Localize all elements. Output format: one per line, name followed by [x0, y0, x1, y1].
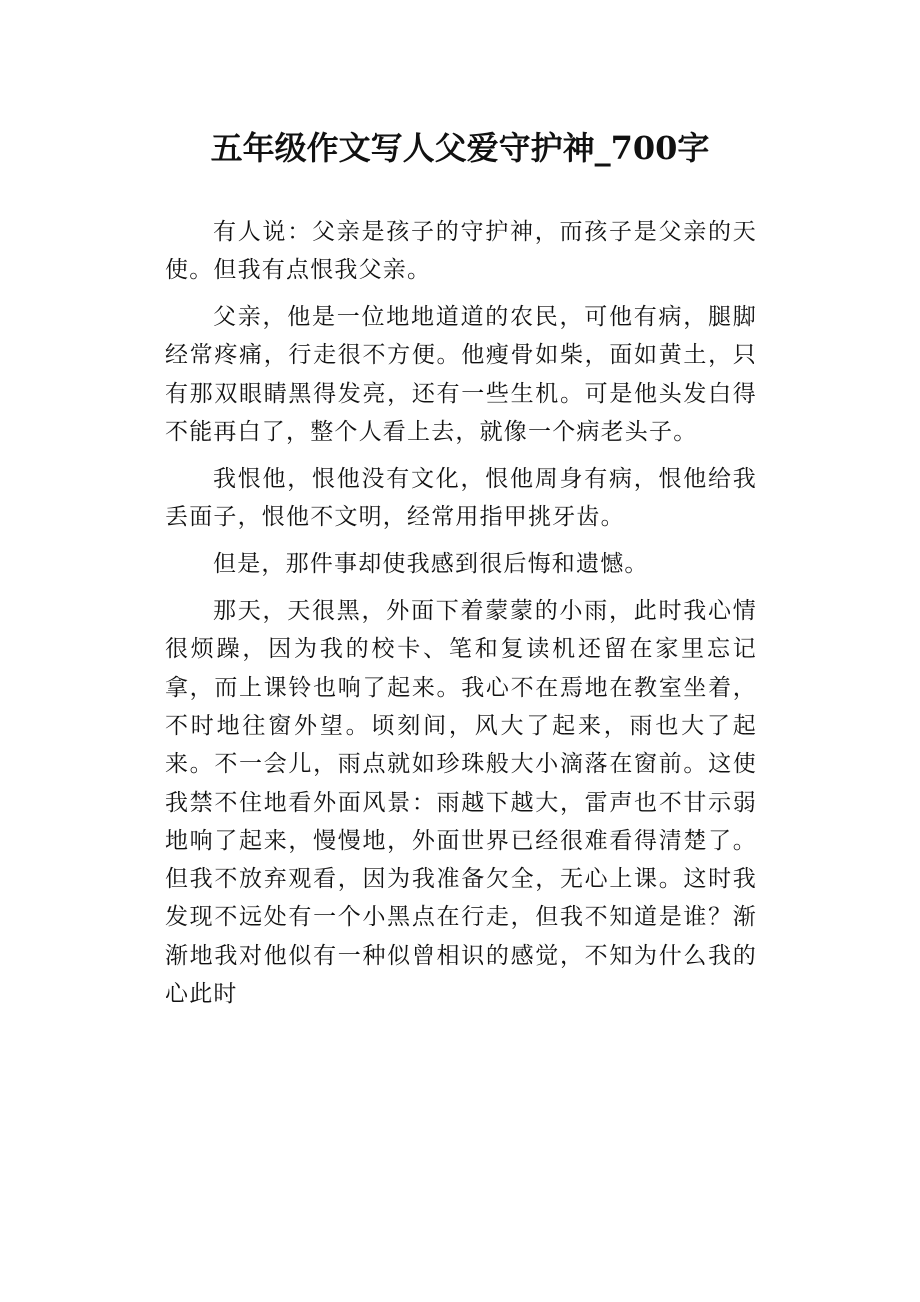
document-title: 五年级作文写人父爱守护神_700字 [210, 129, 710, 167]
paragraph-4: 但是，那件事却使我感到很后悔和遗憾。 [213, 551, 649, 578]
paragraph-2: 父亲，他是一位地地道道的农民，可他有病，腿脚经常疼痛，行走很不方便。他瘦骨如柴，面如黄土，只有那双眼睛黑得发亮，还有一些生机。可是他头发白得不能再白了，整个人看上去，就像一个病老头子。 [165, 304, 757, 446]
document-body [165, 213, 757, 1022]
paragraph-3: 我恨他，恨他没有文化，恨他周身有病，恨他给我丢面子，恨他不文明，经常用指甲挑牙齿。 [165, 465, 757, 531]
paragraph-1: 有人说：父亲是孩子的守护神，而孩子是父亲的天使。但我有点恨我父亲。 [165, 219, 757, 284]
paragraph-5: 那天，天很黑，外面下着蒙蒙的小雨，此时我心情很烦躁，因为我的校卡、笔和复读机还留在家里忘记拿，而上课铃也响了起来。我心不在焉地在教室坐着，不时地往窗外望。顷刻间，风大了起来，雨也大了起来。不一会儿，雨点就如珍珠般大小滴落在窗前。这使我禁不住地看外面风景：雨越下越大，雷声也不甘示弱地响了起来，慢慢地，外面世界已经很难看得清楚了。但我不放弃观看，因为我准备欠全，无心上课。这时我发现不远处有一个小黑点在行走，但我不知道是谁？渐渐地我对他似有一种似曾相识的感觉，不知为什么我的心此时 [165, 598, 757, 1008]
